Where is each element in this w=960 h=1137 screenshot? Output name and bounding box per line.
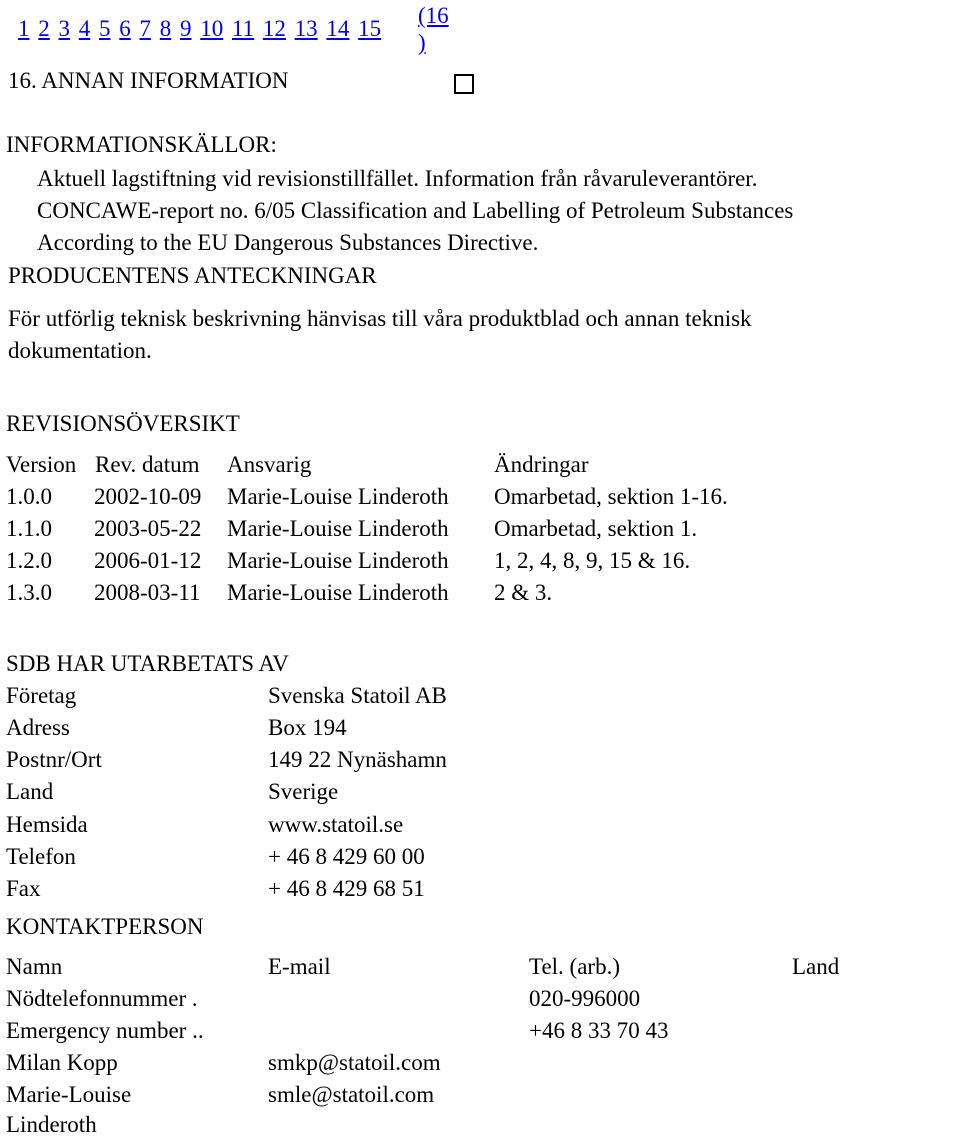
revision-changes: 1, 2, 4, 8, 9, 15 & 16. xyxy=(494,548,691,573)
page-link-13[interactable]: 13 xyxy=(294,16,318,41)
revision-responsible: Marie-Louise Linderoth xyxy=(227,580,449,605)
revision-version: 1.1.0 xyxy=(6,516,52,541)
table-row xyxy=(6,485,956,515)
sources-heading: INFORMATIONSKÄLLOR: xyxy=(6,132,277,157)
sources-line-2: CONCAWE-report no. 6/05 Classification and Labelling of Petroleum Substances xyxy=(37,198,794,223)
sources-line-3: According to the EU Dangerous Substances Directive. xyxy=(37,230,539,255)
page-link-2[interactable]: 2 xyxy=(38,16,50,41)
revision-changes: 2 & 3. xyxy=(494,580,553,605)
table-row xyxy=(6,549,956,579)
prepared-by-heading: SDB HAR UTARBETATS AV xyxy=(6,651,289,676)
checkbox-icon[interactable] xyxy=(454,74,474,94)
field-label-country: Land xyxy=(6,779,54,804)
revision-date: 2008-03-11 xyxy=(94,580,201,605)
page-link-10[interactable]: 10 xyxy=(200,16,224,41)
revisions-header-date: Rev. datum xyxy=(95,452,200,477)
contacts-header-country: Land xyxy=(792,954,840,979)
page-link-11[interactable]: 11 xyxy=(232,16,255,41)
page-link-8[interactable]: 8 xyxy=(159,16,172,41)
contact-name-continuation: Linderoth xyxy=(6,1112,97,1137)
contact-phone: +46 8 33 70 43 xyxy=(529,1018,669,1043)
page-link-4[interactable]: 4 xyxy=(78,16,91,41)
field-value-country: Sverige xyxy=(268,779,339,804)
revision-date: 2003-05-22 xyxy=(94,516,202,541)
revision-responsible: Marie-Louise Linderoth xyxy=(227,548,449,573)
contacts-header-email: E-mail xyxy=(268,954,331,979)
revision-date: 2006-01-12 xyxy=(94,548,202,573)
page-link-1[interactable]: 1 xyxy=(18,16,30,41)
page-link-12[interactable]: 12 xyxy=(262,16,286,41)
contact-name: Marie-Louise xyxy=(6,1082,132,1107)
revision-changes: Omarbetad, sektion 1-16. xyxy=(494,484,728,509)
revision-responsible: Marie-Louise Linderoth xyxy=(227,516,449,541)
contact-email: smle@statoil.com xyxy=(268,1082,435,1107)
revision-responsible: Marie-Louise Linderoth xyxy=(227,484,449,509)
page-link-14[interactable]: 14 xyxy=(326,16,350,41)
field-label-postal: Postnr/Ort xyxy=(6,747,102,772)
page-link-7[interactable]: 7 xyxy=(139,16,151,41)
revision-version: 1.2.0 xyxy=(6,548,52,573)
page-link-15[interactable]: 15 xyxy=(358,16,382,41)
contacts-heading: KONTAKTPERSON xyxy=(6,914,204,939)
revision-version: 1.3.0 xyxy=(6,580,52,605)
contact-name: Nödtelefonnummer . xyxy=(6,986,198,1011)
section-title: 16. ANNAN INFORMATION xyxy=(8,68,289,93)
revisions-header-responsible: Ansvarig xyxy=(227,452,312,477)
page-link-16-top: (16 xyxy=(418,3,449,28)
contact-name: Emergency number .. xyxy=(6,1018,204,1043)
field-value-website: www.statoil.se xyxy=(268,812,404,837)
table-row xyxy=(6,517,956,547)
field-value-address: Box 194 xyxy=(268,715,347,740)
contacts-header-phone: Tel. (arb.) xyxy=(529,954,620,979)
revision-version: 1.0.0 xyxy=(6,484,52,509)
page-link-3[interactable]: 3 xyxy=(58,16,70,41)
table-row xyxy=(6,581,956,611)
contact-email: smkp@statoil.com xyxy=(268,1050,441,1075)
revisions-header-row xyxy=(6,453,956,483)
field-label-address: Adress xyxy=(6,715,70,740)
revision-date: 2002-10-09 xyxy=(94,484,202,509)
contacts-header-name: Namn xyxy=(6,954,63,979)
page-navigation xyxy=(18,17,384,40)
sources-line-1: Aktuell lagstiftning vid revisionstillfället. Information från råvaruleverantörer. xyxy=(37,166,758,191)
revisions-heading: REVISIONSÖVERSIKT xyxy=(6,411,240,436)
revisions-header-version: Version xyxy=(6,452,77,477)
field-value-company: Svenska Statoil AB xyxy=(268,683,447,708)
contact-phone: 020-996000 xyxy=(529,986,641,1011)
producer-notes-line-1: För utförlig teknisk beskrivning hänvisas till våra produktblad och annan teknisk xyxy=(8,306,752,331)
page-link-5[interactable]: 5 xyxy=(99,16,111,41)
revision-changes: Omarbetad, sektion 1. xyxy=(494,516,698,541)
field-label-phone: Telefon xyxy=(6,844,76,869)
page-link-6[interactable]: 6 xyxy=(119,16,131,41)
page-link-9[interactable]: 9 xyxy=(180,16,192,41)
revisions-header-changes: Ändringar xyxy=(494,452,589,477)
field-value-phone: + 46 8 429 60 00 xyxy=(268,844,425,869)
field-value-postal: 149 22 Nynäshamn xyxy=(268,747,447,772)
producer-notes-heading: PRODUCENTENS ANTECKNINGAR xyxy=(8,263,377,288)
page-link-16[interactable] xyxy=(418,2,449,56)
field-label-fax: Fax xyxy=(6,876,41,901)
field-value-fax: + 46 8 429 68 51 xyxy=(268,876,425,901)
contact-name: Milan Kopp xyxy=(6,1050,118,1075)
field-label-company: Företag xyxy=(6,683,77,708)
producer-notes-line-2: dokumentation. xyxy=(8,338,152,363)
field-label-website: Hemsida xyxy=(6,812,88,837)
page-link-16-bottom: ) xyxy=(418,30,426,55)
